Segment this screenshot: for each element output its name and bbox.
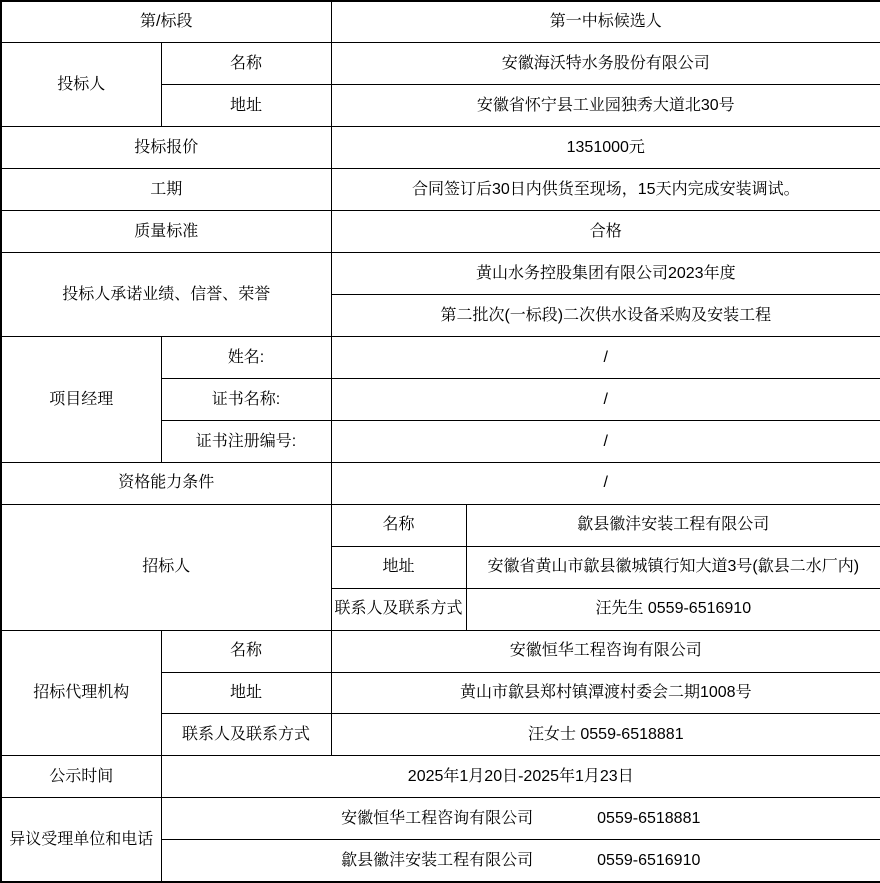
objection-unit-1-phone: 0559-6518881 [597, 809, 701, 827]
table-row-agency-name [1, 630, 880, 672]
quality-label: 质量标准 [1, 211, 331, 253]
pm-cert-label: 证书名称: [161, 378, 331, 420]
agency-address-value: 黄山市歙县郑村镇潭渡村委会二期1008号 [331, 672, 880, 714]
bid-price-value: 1351000元 [331, 127, 880, 169]
tenderee-contact-label: 联系人及联系方式 [331, 588, 466, 630]
objection-unit-2-name: 歙县徽沣安装工程有限公司 [341, 851, 534, 869]
bidder-address-label: 地址 [161, 85, 331, 127]
table-row-quality [1, 211, 880, 253]
tenderee-section-label: 招标人 [1, 504, 331, 630]
table-row-bid-price [1, 127, 880, 169]
bidder-address-value: 安徽省怀宁县工业园独秀大道北30号 [331, 85, 880, 127]
tenderee-address-label: 地址 [331, 546, 466, 588]
table-row-publicity [1, 756, 880, 798]
pm-cert-no-label: 证书注册编号: [161, 420, 331, 462]
bidder-name-label: 名称 [161, 43, 331, 85]
duration-label: 工期 [1, 169, 331, 211]
qualification-value: / [331, 462, 880, 504]
achievements-line2: 第二批次(一标段)二次供水设备采购及安装工程 [331, 295, 880, 337]
bidder-section-label: 投标人 [1, 43, 161, 127]
pm-name-value: / [331, 337, 880, 379]
achievements-label: 投标人承诺业绩、信誉、荣誉 [1, 253, 331, 337]
publicity-label: 公示时间 [1, 756, 161, 798]
agency-address-label: 地址 [161, 672, 331, 714]
pm-cert-no-value: / [331, 420, 880, 462]
objection-unit-1 [161, 798, 880, 840]
bid-price-label: 投标报价 [1, 127, 331, 169]
tenderee-name-label: 名称 [331, 504, 466, 546]
qualification-label: 资格能力条件 [1, 462, 331, 504]
objection-unit-2 [161, 840, 880, 882]
agency-section-label: 招标代理机构 [1, 630, 161, 756]
publicity-value: 2025年1月20日-2025年1月23日 [161, 756, 880, 798]
tenderee-name-value: 歙县徽沣安装工程有限公司 [466, 504, 880, 546]
achievements-line1: 黄山水务控股集团有限公司2023年度 [331, 253, 880, 295]
header-section-label: 第/标段 [1, 1, 331, 43]
tenderee-address-value: 安徽省黄山市歙县徽城镇行知大道3号(歙县二水厂内) [466, 546, 880, 588]
table-row-duration [1, 169, 880, 211]
header-candidate-label: 第一中标候选人 [331, 1, 880, 43]
objection-unit-2-phone: 0559-6516910 [597, 851, 701, 869]
duration-value: 合同签订后30日内供货至现场，15天内完成安装调试。 [331, 169, 880, 211]
agency-name-value: 安徽恒华工程咨询有限公司 [331, 630, 880, 672]
bidder-name-value: 安徽海沃特水务股份有限公司 [331, 43, 880, 85]
table-row-bidder-name [1, 43, 880, 85]
tenderee-contact-value: 汪先生 0559-6516910 [466, 588, 880, 630]
agency-contact-label: 联系人及联系方式 [161, 714, 331, 756]
table-row-objection-1 [1, 798, 880, 840]
table-row-pm-name [1, 337, 880, 379]
agency-contact-value: 汪女士 0559-6518881 [331, 714, 880, 756]
objection-unit-1-name: 安徽恒华工程咨询有限公司 [341, 809, 534, 827]
table-row-achievement-1 [1, 253, 880, 295]
agency-name-label: 名称 [161, 630, 331, 672]
objection-label: 异议受理单位和电话 [1, 798, 161, 882]
pm-cert-value: / [331, 378, 880, 420]
quality-value: 合格 [331, 211, 880, 253]
table-row-header [1, 1, 880, 43]
project-manager-label: 项目经理 [1, 337, 161, 463]
table-row-tenderee-name [1, 504, 880, 546]
pm-name-label: 姓名: [161, 337, 331, 379]
table-row-qualification [1, 462, 880, 504]
